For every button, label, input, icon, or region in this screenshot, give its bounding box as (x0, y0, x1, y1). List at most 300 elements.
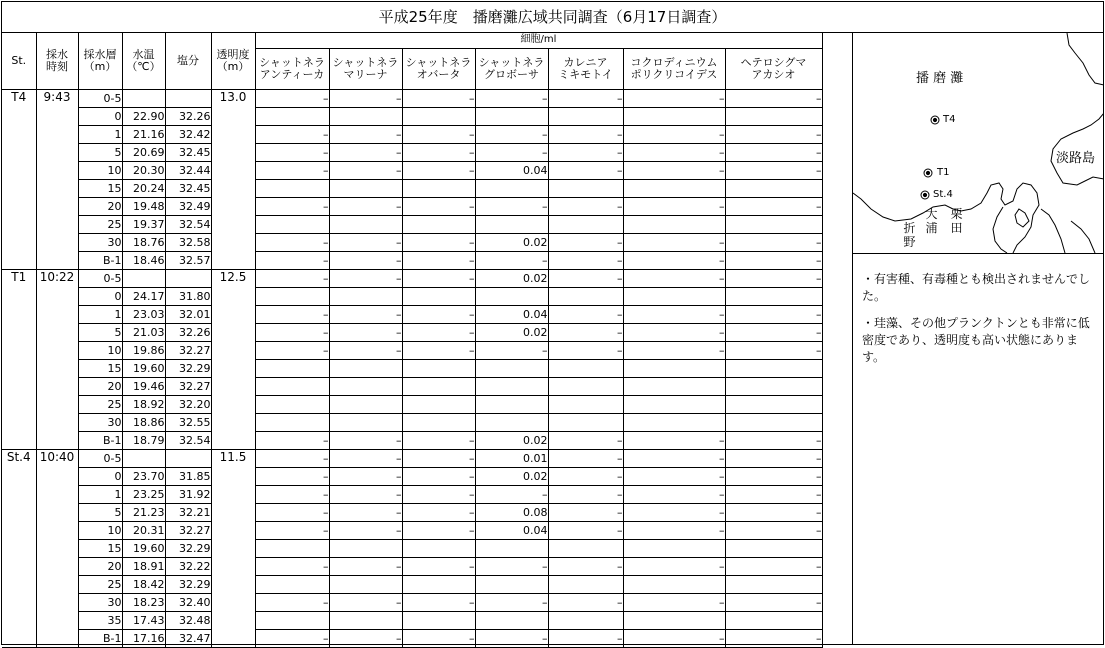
table-row (2, 108, 822, 126)
species-count-cell: – (475, 144, 548, 162)
species-count-cell: – (725, 144, 822, 162)
table-row (2, 504, 822, 522)
salinity-cell: 32.54 (165, 216, 211, 234)
species-count-cell: 0.02 (475, 324, 548, 342)
species-count-cell: – (255, 90, 329, 108)
species-count-cell: – (623, 522, 725, 540)
species-count-cell: – (255, 252, 329, 270)
species-count-cell (475, 396, 548, 414)
species-count-cell (255, 360, 329, 378)
species-count-cell: – (329, 324, 402, 342)
table-row (2, 450, 822, 468)
depth-cell: 25 (78, 396, 122, 414)
species-count-cell (475, 612, 548, 630)
depth-cell: 0 (78, 288, 122, 306)
species-count-cell: – (548, 198, 623, 216)
table-row (2, 306, 822, 324)
species-count-cell: – (329, 630, 402, 648)
salinity-cell: 32.29 (165, 576, 211, 594)
temperature-cell: 17.43 (122, 612, 165, 630)
temperature-cell: 23.25 (122, 486, 165, 504)
species-count-cell: – (402, 504, 475, 522)
species-count-cell (725, 216, 822, 234)
species-count-cell: – (623, 324, 725, 342)
header-species: ヘテロシグマ アカシオ (725, 48, 822, 89)
temperature-cell: 22.90 (122, 108, 165, 126)
species-count-cell (329, 414, 402, 432)
species-count-cell (402, 108, 475, 126)
species-count-cell (623, 288, 725, 306)
species-count-cell: – (548, 144, 623, 162)
species-count-cell (255, 108, 329, 126)
salinity-cell: 32.29 (165, 540, 211, 558)
table-row (2, 432, 822, 450)
species-count-cell: – (475, 486, 548, 504)
species-count-cell: – (623, 126, 725, 144)
salinity-cell: 32.49 (165, 198, 211, 216)
species-count-cell: – (623, 234, 725, 252)
species-count-cell: – (475, 558, 548, 576)
species-count-cell (548, 360, 623, 378)
species-count-cell: – (725, 630, 822, 648)
species-count-cell: – (475, 126, 548, 144)
depth-cell: 20 (78, 198, 122, 216)
table-row (2, 234, 822, 252)
species-count-cell: – (255, 234, 329, 252)
species-count-cell: – (255, 558, 329, 576)
species-count-cell: – (725, 90, 822, 108)
table-row (2, 252, 822, 270)
species-count-cell: – (475, 594, 548, 612)
table-row (2, 468, 822, 486)
species-count-cell (623, 612, 725, 630)
depth-cell: 1 (78, 486, 122, 504)
species-count-cell: – (402, 90, 475, 108)
species-count-cell: – (402, 522, 475, 540)
temperature-cell: 20.30 (122, 162, 165, 180)
species-count-cell (623, 414, 725, 432)
time-cell: 10:40 (36, 450, 78, 648)
temperature-cell (122, 450, 165, 468)
species-count-cell: – (329, 306, 402, 324)
header-species: カレニア ミキモトイ (548, 48, 623, 89)
species-count-cell (329, 108, 402, 126)
header-species: コクロディニウム ポリクリコイデス (623, 48, 725, 89)
salinity-cell: 32.21 (165, 504, 211, 522)
species-count-cell (623, 378, 725, 396)
species-count-cell: – (548, 324, 623, 342)
species-count-cell (623, 108, 725, 126)
table-row (2, 576, 822, 594)
header-salinity: 塩分 (165, 33, 211, 90)
species-count-cell: – (475, 630, 548, 648)
survey-map (853, 33, 1104, 254)
species-count-cell: – (725, 342, 822, 360)
depth-cell: 0-5 (78, 450, 122, 468)
depth-cell: 0-5 (78, 270, 122, 288)
species-count-cell (255, 288, 329, 306)
table-row (2, 414, 822, 432)
species-count-cell (475, 540, 548, 558)
temperature-cell: 23.70 (122, 468, 165, 486)
species-count-cell (329, 180, 402, 198)
species-count-cell: 0.02 (475, 234, 548, 252)
species-count-cell: – (623, 558, 725, 576)
species-count-cell: – (475, 198, 548, 216)
species-count-cell (255, 576, 329, 594)
table-row (2, 378, 822, 396)
species-count-cell: – (623, 468, 725, 486)
sea-label: 播 磨 灘 (916, 71, 964, 86)
salinity-cell: 32.27 (165, 522, 211, 540)
species-count-cell: – (402, 486, 475, 504)
species-count-cell: – (402, 198, 475, 216)
species-count-cell: – (623, 198, 725, 216)
header-depth: 採水層 （m） (78, 33, 122, 90)
table-row (2, 558, 822, 576)
species-count-cell (402, 612, 475, 630)
plankton-data-table (2, 33, 823, 648)
species-count-cell: – (725, 504, 822, 522)
table-row (2, 126, 822, 144)
station-label-st4: St.4 (933, 189, 953, 200)
temperature-cell: 19.60 (122, 360, 165, 378)
species-count-cell: – (329, 522, 402, 540)
species-count-cell (402, 378, 475, 396)
species-count-cell: – (725, 306, 822, 324)
species-count-cell (255, 216, 329, 234)
table-row (2, 522, 822, 540)
species-count-cell (402, 396, 475, 414)
species-count-cell (402, 414, 475, 432)
species-count-cell: – (402, 558, 475, 576)
species-count-cell (475, 216, 548, 234)
species-count-cell: – (329, 126, 402, 144)
depth-cell: 30 (78, 594, 122, 612)
species-count-cell (623, 360, 725, 378)
species-count-cell (725, 540, 822, 558)
species-count-cell: – (329, 234, 402, 252)
transparency-cell: 13.0 (211, 90, 255, 270)
species-count-cell: – (402, 342, 475, 360)
report-title: 平成25年度 播磨灘広域共同調査（6月17日調査） (2, 2, 1103, 33)
species-count-cell (548, 576, 623, 594)
depth-cell: 20 (78, 558, 122, 576)
salinity-cell: 32.40 (165, 594, 211, 612)
species-count-cell: – (623, 594, 725, 612)
salinity-cell: 32.54 (165, 432, 211, 450)
species-count-cell: 0.04 (475, 522, 548, 540)
species-count-cell: – (548, 342, 623, 360)
side-panel (852, 33, 1104, 644)
species-count-cell: – (725, 270, 822, 288)
species-count-cell: – (255, 468, 329, 486)
species-count-cell (548, 216, 623, 234)
depth-cell: B-1 (78, 630, 122, 648)
salinity-cell: 32.47 (165, 630, 211, 648)
species-count-cell (475, 360, 548, 378)
depth-cell: 15 (78, 540, 122, 558)
island-label: 淡路島 (1056, 151, 1096, 166)
depth-cell: 0-5 (78, 90, 122, 108)
species-count-cell (255, 612, 329, 630)
temperature-cell: 18.91 (122, 558, 165, 576)
transparency-cell: 12.5 (211, 270, 255, 450)
note-item: ・珪藻、その他プランクトンとも非常に低密度であり、透明度も高い状態にあります。 (862, 316, 1090, 364)
place-label-orino: 折 野 (903, 221, 916, 249)
salinity-cell: 32.27 (165, 378, 211, 396)
depth-cell: 25 (78, 216, 122, 234)
table-row (2, 162, 822, 180)
table-row (2, 360, 822, 378)
species-count-cell: – (725, 468, 822, 486)
species-count-cell: – (255, 324, 329, 342)
species-count-cell: – (623, 342, 725, 360)
salinity-cell (165, 90, 211, 108)
species-count-cell: – (623, 432, 725, 450)
species-count-cell (255, 414, 329, 432)
depth-cell: 5 (78, 504, 122, 522)
species-count-cell (402, 360, 475, 378)
salinity-cell: 32.26 (165, 324, 211, 342)
temperature-cell: 18.92 (122, 396, 165, 414)
species-count-cell: – (548, 450, 623, 468)
header-cells-per-ml: 細胞/ml (255, 33, 822, 48)
species-count-cell (402, 180, 475, 198)
species-count-cell: – (255, 144, 329, 162)
species-count-cell (725, 288, 822, 306)
species-count-cell: – (548, 594, 623, 612)
species-count-cell: – (255, 306, 329, 324)
species-count-cell: – (329, 270, 402, 288)
species-count-cell (329, 378, 402, 396)
coastline-map (853, 33, 1104, 253)
species-count-cell: – (402, 144, 475, 162)
species-count-cell: – (623, 450, 725, 468)
species-count-cell: – (329, 198, 402, 216)
species-count-cell: 0.02 (475, 432, 548, 450)
species-count-cell: – (329, 432, 402, 450)
depth-cell: 1 (78, 126, 122, 144)
temperature-cell: 24.17 (122, 288, 165, 306)
station-cell: St.4 (2, 450, 36, 648)
species-count-cell: – (725, 234, 822, 252)
station-cell: T4 (2, 90, 36, 270)
species-count-cell: – (623, 270, 725, 288)
species-count-cell: – (548, 504, 623, 522)
species-count-cell: – (725, 198, 822, 216)
time-cell: 10:22 (36, 270, 78, 450)
species-count-cell: – (623, 90, 725, 108)
salinity-cell: 32.42 (165, 126, 211, 144)
species-count-cell: – (329, 450, 402, 468)
species-count-cell (623, 216, 725, 234)
header-species: シャットネラ マリーナ (329, 48, 402, 89)
species-count-cell (725, 360, 822, 378)
species-count-cell: – (255, 198, 329, 216)
species-count-cell: – (623, 144, 725, 162)
species-count-cell: – (623, 504, 725, 522)
table-row (2, 612, 822, 630)
table-row (2, 90, 822, 108)
species-count-cell: 0.04 (475, 306, 548, 324)
species-count-cell (725, 180, 822, 198)
species-count-cell: – (548, 558, 623, 576)
depth-cell: 10 (78, 162, 122, 180)
species-count-cell: – (402, 594, 475, 612)
report-sheet (1, 1, 1104, 645)
depth-cell: 0 (78, 108, 122, 126)
species-count-cell: – (623, 162, 725, 180)
species-count-cell: – (548, 486, 623, 504)
species-count-cell (329, 540, 402, 558)
species-count-cell: – (402, 630, 475, 648)
temperature-cell: 19.46 (122, 378, 165, 396)
species-count-cell (725, 396, 822, 414)
species-count-cell: – (725, 126, 822, 144)
salinity-cell: 32.45 (165, 144, 211, 162)
salinity-cell: 32.22 (165, 558, 211, 576)
species-count-cell: – (548, 432, 623, 450)
species-count-cell (329, 612, 402, 630)
species-count-cell: – (329, 504, 402, 522)
depth-cell: 20 (78, 378, 122, 396)
temperature-cell: 18.23 (122, 594, 165, 612)
species-count-cell (623, 180, 725, 198)
temperature-cell: 23.03 (122, 306, 165, 324)
species-count-cell (725, 378, 822, 396)
species-count-cell: – (725, 450, 822, 468)
species-count-cell (329, 396, 402, 414)
note-item: ・有害種、有毒種とも検出されませんでした。 (862, 272, 1091, 303)
species-count-cell: – (475, 342, 548, 360)
species-count-cell (548, 396, 623, 414)
depth-cell: 5 (78, 144, 122, 162)
depth-cell: 25 (78, 576, 122, 594)
species-count-cell: – (623, 486, 725, 504)
salinity-cell: 32.29 (165, 360, 211, 378)
depth-cell: 10 (78, 522, 122, 540)
species-count-cell: – (548, 306, 623, 324)
species-count-cell: – (329, 252, 402, 270)
temperature-cell (122, 270, 165, 288)
species-count-cell: – (548, 630, 623, 648)
species-count-cell: – (623, 252, 725, 270)
temperature-cell: 18.76 (122, 234, 165, 252)
species-count-cell (475, 108, 548, 126)
salinity-cell (165, 450, 211, 468)
table-row (2, 180, 822, 198)
species-count-cell (329, 360, 402, 378)
species-count-cell: – (402, 468, 475, 486)
species-count-cell: – (725, 558, 822, 576)
depth-cell: B-1 (78, 252, 122, 270)
salinity-cell: 32.57 (165, 252, 211, 270)
species-count-cell: – (255, 270, 329, 288)
species-count-cell: – (402, 234, 475, 252)
place-label-kurita: 栗 田 (950, 207, 963, 235)
species-count-cell (402, 288, 475, 306)
table-row (2, 396, 822, 414)
species-count-cell: – (255, 504, 329, 522)
species-count-cell (548, 414, 623, 432)
transparency-cell: 11.5 (211, 450, 255, 648)
salinity-cell (165, 270, 211, 288)
station-markers (921, 116, 939, 199)
temperature-cell: 18.86 (122, 414, 165, 432)
table-row (2, 144, 822, 162)
species-count-cell: – (623, 306, 725, 324)
species-count-cell (475, 288, 548, 306)
species-count-cell (402, 216, 475, 234)
species-count-cell (623, 540, 725, 558)
temperature-cell: 18.42 (122, 576, 165, 594)
depth-cell: 0 (78, 468, 122, 486)
species-count-cell: – (329, 144, 402, 162)
species-count-cell (255, 180, 329, 198)
species-count-cell (255, 378, 329, 396)
species-count-cell (329, 216, 402, 234)
species-count-cell (725, 576, 822, 594)
salinity-cell: 31.85 (165, 468, 211, 486)
species-count-cell: – (255, 594, 329, 612)
species-count-cell: – (725, 522, 822, 540)
species-count-cell: – (402, 324, 475, 342)
salinity-cell: 32.44 (165, 162, 211, 180)
species-count-cell: – (725, 252, 822, 270)
species-count-cell: 0.01 (475, 450, 548, 468)
species-count-cell: – (402, 270, 475, 288)
salinity-cell: 32.55 (165, 414, 211, 432)
species-count-cell (255, 540, 329, 558)
species-count-cell (402, 540, 475, 558)
temperature-cell: 17.16 (122, 630, 165, 648)
species-count-cell: – (329, 90, 402, 108)
species-count-cell: – (402, 432, 475, 450)
table-row (2, 594, 822, 612)
species-count-cell: – (725, 324, 822, 342)
species-count-cell (402, 576, 475, 594)
species-count-cell: – (255, 432, 329, 450)
species-count-cell (623, 396, 725, 414)
temperature-cell: 21.23 (122, 504, 165, 522)
header-station: St. (2, 33, 36, 90)
depth-cell: 15 (78, 360, 122, 378)
depth-cell: 30 (78, 414, 122, 432)
station-cell: T1 (2, 270, 36, 450)
species-count-cell: – (255, 342, 329, 360)
temperature-cell: 18.79 (122, 432, 165, 450)
species-count-cell (475, 576, 548, 594)
depth-cell: 35 (78, 612, 122, 630)
species-count-cell (255, 396, 329, 414)
species-count-cell: – (329, 594, 402, 612)
species-count-cell: – (402, 252, 475, 270)
temperature-cell: 20.69 (122, 144, 165, 162)
header-time: 採水 時刻 (36, 33, 78, 90)
species-count-cell (329, 576, 402, 594)
species-count-cell: – (548, 90, 623, 108)
header-transparency: 透明度 （m） (211, 33, 255, 90)
salinity-cell: 32.01 (165, 306, 211, 324)
station-label-t4: T4 (943, 114, 956, 125)
species-count-cell: – (255, 486, 329, 504)
header-species: シャットネラ オバータ (402, 48, 475, 89)
table-row (2, 342, 822, 360)
species-count-cell: – (329, 342, 402, 360)
depth-cell: 10 (78, 342, 122, 360)
species-count-cell: 0.02 (475, 270, 548, 288)
